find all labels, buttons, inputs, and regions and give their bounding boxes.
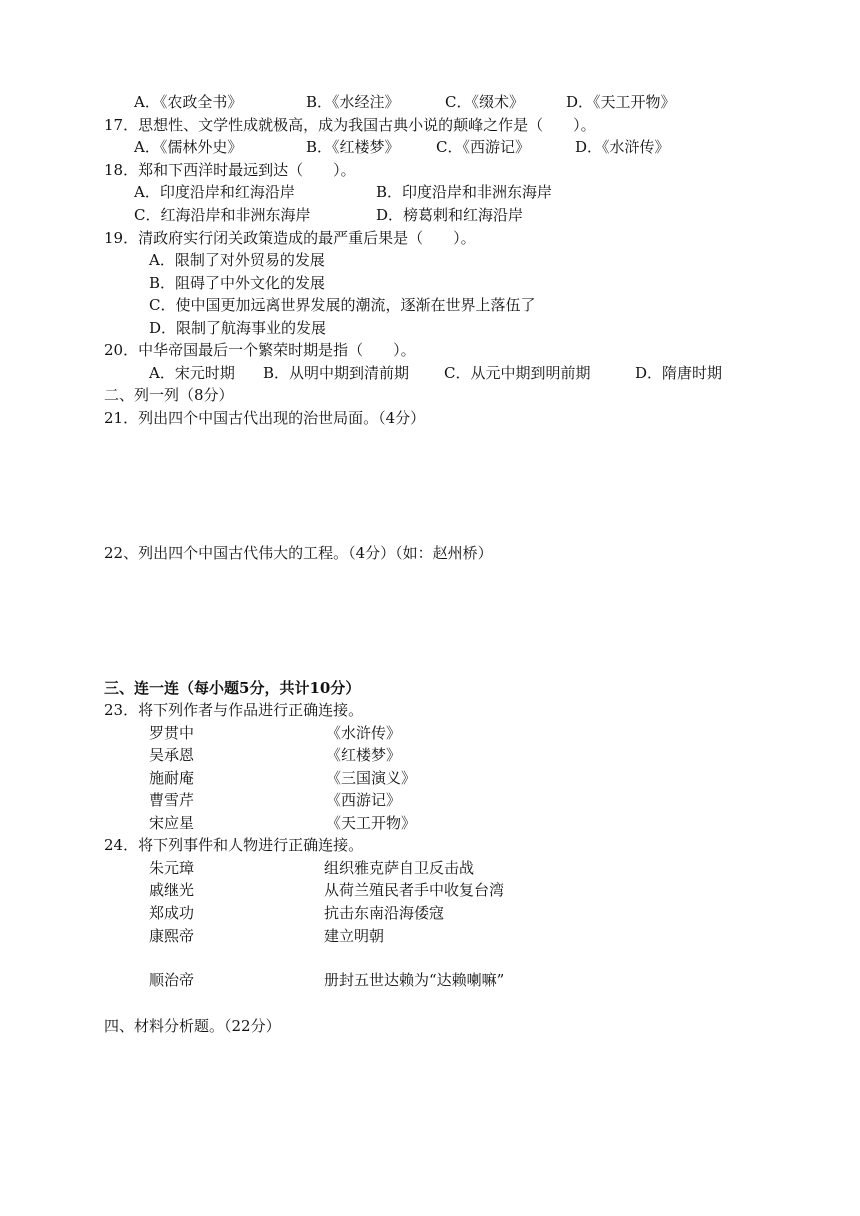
q18-option-d: D．榜葛剌和红海沿岸	[376, 206, 524, 224]
q19-option-d: D．限制了航海事业的发展	[149, 319, 327, 337]
q19-stem: 19．清政府实行闭关政策造成的最严重后果是（ ）。	[104, 229, 476, 247]
q19-option-b: B．阻碍了中外文化的发展	[149, 274, 326, 292]
q22-stem: 22、列出四个中国古代伟大的工程。（4分）（如：赵州桥）	[104, 544, 493, 562]
q18-option-b: B．印度沿岸和非洲东海岸	[376, 183, 553, 201]
q24-event: 组织雅克萨自卫反击战	[324, 859, 475, 877]
q17-stem: 17．思想性、文学性成就极高，成为我国古典小说的颠峰之作是（ ）。	[104, 116, 596, 134]
q23-author: 吴承恩	[149, 746, 195, 764]
q18-option-a: A．印度沿岸和红海沿岸	[134, 183, 295, 201]
q23-author: 宋应星	[149, 814, 195, 832]
q20-option-d: D．隋唐时期	[635, 364, 723, 382]
q23-work: 《天工开物》	[326, 814, 417, 832]
q19-option-c: C．使中国更加远离世界发展的潮流，逐渐在世界上落伍了	[149, 296, 536, 314]
q24-event: 抗击东南沿海倭寇	[324, 904, 445, 922]
q17-option-c: C．《西游记》	[436, 138, 530, 156]
section4-heading: 四、材料分析题。（22分）	[104, 1017, 281, 1035]
q20-stem: 20．中华帝国最后一个繁荣时期是指（ ）。	[104, 341, 416, 359]
q24-person: 朱元璋	[149, 859, 195, 877]
q17-option-a: A．《儒林外史》	[134, 138, 243, 156]
q24-person: 顺治帝	[149, 971, 195, 989]
q20-option-a: A．宋元时期	[149, 364, 235, 382]
q20-option-c: C．从元中期到明前期	[444, 364, 591, 382]
q23-author: 施耐庵	[149, 769, 195, 787]
q20-option-b: B．从明中期到清前期	[263, 364, 410, 382]
q17-option-d: D．《水浒传》	[575, 138, 670, 156]
q16-option-d: D．《天工开物》	[566, 93, 676, 111]
q24-person: 郑成功	[149, 904, 195, 922]
q23-author: 罗贯中	[149, 724, 195, 742]
q24-person: 戚继光	[149, 881, 195, 899]
q16-option-c: C．《缀术》	[445, 93, 524, 111]
q21-stem: 21．列出四个中国古代出现的治世局面。（4分）	[104, 409, 426, 427]
q16-option-a: A．《农政全书》	[134, 93, 243, 111]
section2-heading: 二、列一列（8分）	[104, 386, 234, 404]
q24-event: 从荷兰殖民者手中收复台湾	[324, 881, 505, 899]
section3-heading: 三、连一连（每小题5分，共计10分）	[104, 679, 361, 697]
q23-work: 《西游记》	[326, 791, 402, 809]
q23-work: 《三国演义》	[326, 769, 417, 787]
q23-work: 《水浒传》	[326, 724, 402, 742]
q23-work: 《红楼梦》	[326, 746, 402, 764]
q18-stem: 18．郑和下西洋时最远到达（ ）。	[104, 161, 356, 179]
q24-event: 册封五世达赖为“达赖喇嘛”	[324, 971, 505, 989]
q24-event: 建立明朝	[324, 927, 385, 945]
q24-stem: 24．将下列事件和人物进行正确连接。	[104, 836, 364, 854]
q16-option-b: B．《水经注》	[306, 93, 400, 111]
q24-person: 康熙帝	[149, 927, 195, 945]
q18-option-c: C．红海沿岸和非洲东海岸	[134, 206, 311, 224]
q17-option-b: B．《红楼梦》	[306, 138, 400, 156]
q19-option-a: A．限制了对外贸易的发展	[149, 251, 325, 269]
q23-author: 曹雪芹	[149, 791, 195, 809]
q23-stem: 23．将下列作者与作品进行正确连接。	[104, 701, 364, 719]
